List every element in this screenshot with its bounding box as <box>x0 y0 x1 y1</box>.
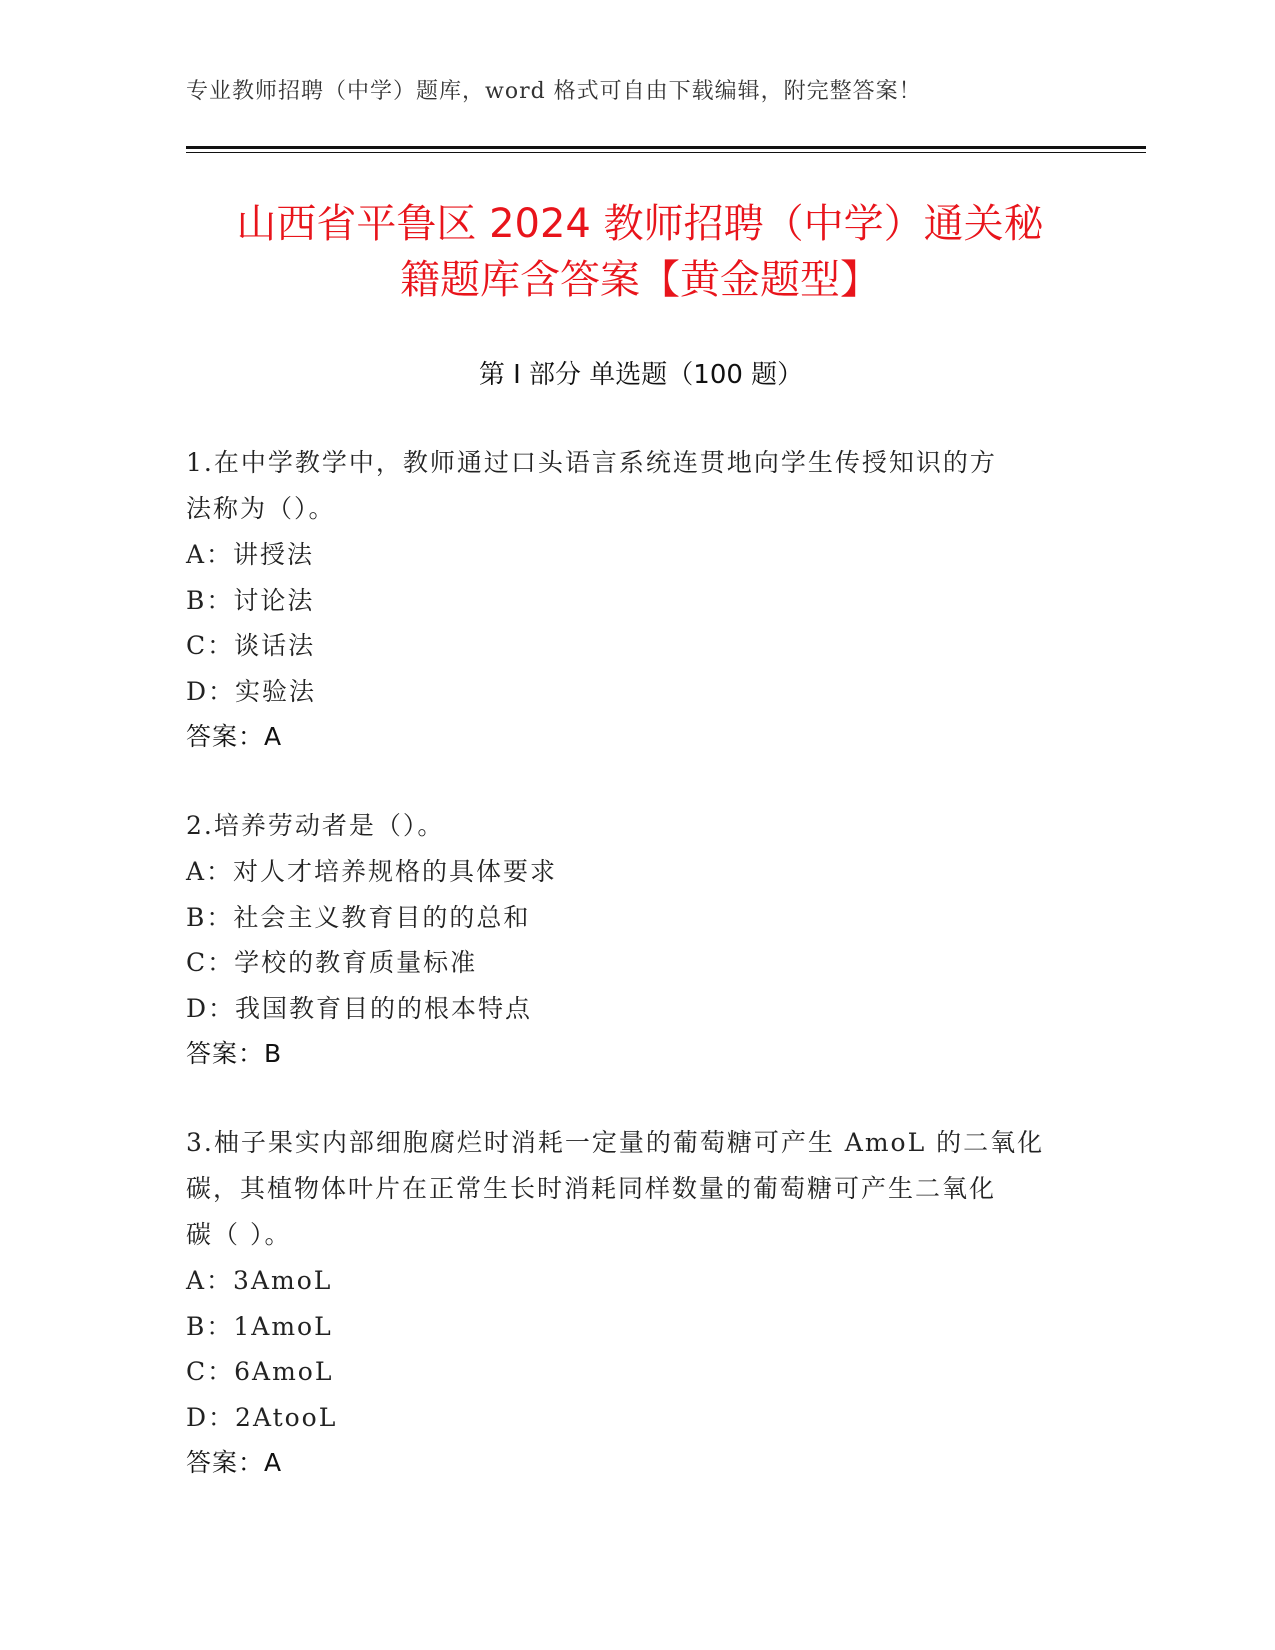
option-a: A：对人才培养规格的具体要求 <box>186 857 558 886</box>
option-c: C：6AmoL <box>186 1357 334 1386</box>
answer: 答案：A <box>186 722 283 751</box>
question-text-line: 碳，其植物体叶片在正常生长时消耗同样数量的葡萄糖可产生二氧化 <box>186 1174 997 1203</box>
question-3 <box>186 1120 1066 1486</box>
document-title-line-1: 山西省平鲁区 2024 教师招聘（中学）通关秘 <box>236 201 1044 247</box>
option-d: D：我国教育目的的根本特点 <box>186 993 533 1023</box>
answer: 答案：A <box>186 1448 283 1477</box>
document-title-line-2: 籍题库含答案【黄金题型】 <box>400 257 880 303</box>
header-divider-thick <box>186 146 1146 149</box>
question-2 <box>186 803 1066 1077</box>
answer: 答案：B <box>186 1039 283 1068</box>
page-header: 专业教师招聘（中学）题库，word 格式可自由下载编辑，附完整答案！ <box>186 79 922 104</box>
option-c: C：学校的教育质量标准 <box>186 948 478 977</box>
question-text-line: 3.柚子果实内部细胞腐烂时消耗一定量的葡萄糖可产生 AmoL 的二氧化 <box>186 1128 1045 1157</box>
question-text-line: 碳（ ）。 <box>186 1220 292 1249</box>
document-title <box>160 196 1120 308</box>
question-text-line: 2.培养劳动者是（）。 <box>186 811 445 840</box>
option-d: D：2AtooL <box>186 1402 338 1432</box>
question-1 <box>186 440 1066 760</box>
section-title: 第 I 部分 单选题（100 题） <box>478 360 804 390</box>
option-a: A：3AmoL <box>186 1266 333 1295</box>
option-a: A：讲授法 <box>186 540 315 569</box>
header-divider-thin <box>186 152 1146 153</box>
option-b: B：社会主义教育目的的总和 <box>186 902 531 932</box>
option-d: D：实验法 <box>186 676 317 706</box>
question-text-line: 法称为（）。 <box>186 494 336 523</box>
option-b: B：讨论法 <box>186 585 315 615</box>
question-text-line: 1.在中学教学中，教师通过口头语言系统连贯地向学生传授知识的方 <box>186 448 997 477</box>
option-c: C：谈话法 <box>186 631 316 660</box>
option-b: B：1AmoL <box>186 1311 333 1341</box>
